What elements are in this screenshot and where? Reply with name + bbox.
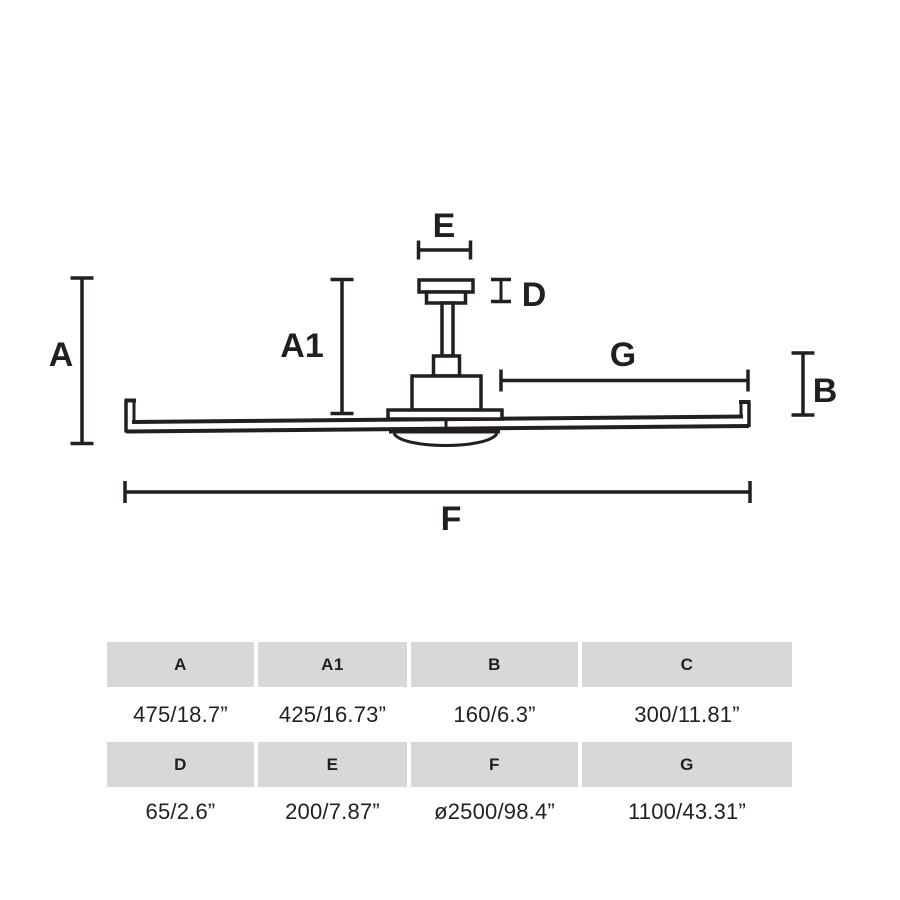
rod-collar (434, 356, 460, 376)
dim-label-f: F (440, 500, 462, 538)
dim-b (792, 353, 815, 415)
dim-a (71, 278, 94, 444)
dim-label-d: D (521, 276, 547, 314)
dim-f (125, 481, 750, 503)
dim-a1 (331, 280, 354, 414)
value-cell-e: 200/7.87” (258, 787, 407, 837)
downrod (442, 303, 453, 356)
motor-base-plate (388, 410, 502, 419)
header-cell-a: A (107, 642, 254, 687)
dim-label-a: A (48, 336, 74, 374)
motor-housing (412, 376, 481, 410)
dim-label-e: E (432, 207, 456, 245)
light-dome (394, 434, 497, 446)
value-cell-g: 1100/43.31” (582, 787, 792, 837)
value-cell-a1: 425/16.73” (258, 687, 407, 742)
dim-d (491, 280, 511, 302)
value-cell-c: 300/11.81” (582, 687, 792, 742)
value-cell-d: 65/2.6” (107, 787, 254, 837)
value-cell-f: ø2500/98.4” (411, 787, 578, 837)
dim-label-b: B (812, 372, 838, 410)
header-cell-e: E (258, 742, 407, 787)
fan-mount-and-motor (388, 280, 502, 419)
dimensions-table (107, 642, 792, 837)
header-cell-g: G (582, 742, 792, 787)
header-cell-d: D (107, 742, 254, 787)
header-cell-b: B (411, 642, 578, 687)
header-cell-c: C (582, 642, 792, 687)
header-cell-a1: A1 (258, 642, 407, 687)
canopy (419, 280, 473, 292)
ceiling-fan-drawing (125, 280, 751, 446)
dim-label-a1: A1 (280, 327, 324, 365)
light-kit (389, 428, 500, 446)
dim-label-g: G (609, 336, 637, 374)
value-cell-a: 475/18.7” (107, 687, 254, 742)
header-cell-f: F (411, 742, 578, 787)
value-cell-b: 160/6.3” (411, 687, 578, 742)
